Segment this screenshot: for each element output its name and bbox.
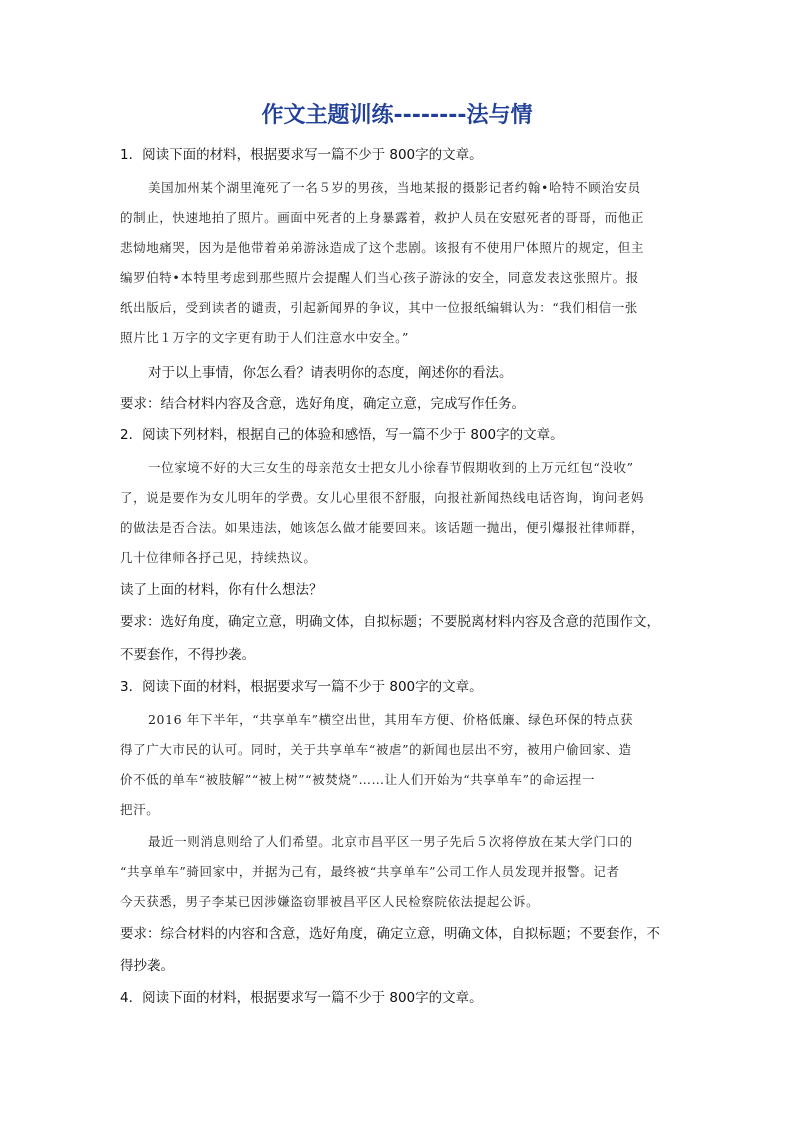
q3-requirement-cont: 得抄袭。 xyxy=(120,958,174,974)
q1-material-line: 的制止，快速地拍了照片。画面中死者的上身暴露着，救护人员在安慰死者的哥哥，而他正 xyxy=(120,210,645,225)
q3-material-line: 得了广大市民的认可。同时，关于共享单车“被虐”的新闻也层出不穷，被用户偷回家、造 xyxy=(120,742,632,757)
page-title: 作文主题训练--------法与情 xyxy=(261,103,533,128)
q2-material-line: 几十位律师各抒己见，持续热议。 xyxy=(120,550,317,565)
q2-material-line: 一位家境不好的大三女生的母亲范女士把女儿小徐春节假期收到的上万元红包“没收” xyxy=(148,460,634,475)
q1-material-line: 纸出版后，受到读者的谴责，引起新闻界的争议，其中一位报纸编辑认为：“我们相信一张 xyxy=(120,300,638,315)
q2-material-line: 了，说是要作为女儿明年的学费。女儿心里很不舒服，向报社新闻热线电话咨询，询问老妈 xyxy=(120,490,645,505)
q1-material-line: 照片比１万字的文字更有助于人们注意水中安全。” xyxy=(120,330,409,345)
q1-heading: 1．阅读下面的材料，根据要求写一篇不少于 800字的文章。 xyxy=(120,147,483,163)
q1-requirement: 要求：结合材料内容及含意，选好角度，确定立意，完成写作任务。 xyxy=(120,396,525,412)
q3-material-line: 价不低的单车“被肢解”“被上树”“被焚烧”……让人们开始为“共享单车”的命运捏一 xyxy=(120,772,596,787)
q1-prompt: 对于以上事情，你怎么看？请表明你的态度，阐述你的看法。 xyxy=(148,365,513,381)
q2-requirement-cont: 不要套作，不得抄袭。 xyxy=(120,647,255,663)
q3-material-line: 2016 年下半年，“共享单车”横空出世，其用车方便、价格低廉、绿色环保的特点获 xyxy=(148,712,634,727)
q1-material-line: 悲恸地痛哭，因为是他带着弟弟游泳造成了这个悲剧。该报有不使用尸体照片的规定，但主 xyxy=(120,240,645,255)
q2-material-line: 的做法是否合法。如果违法，她该怎么做才能要回来。该话题一抛出，便引爆报社律师群， xyxy=(120,520,645,535)
q4-heading: 4．阅读下面的材料，根据要求写一篇不少于 800字的文章。 xyxy=(120,990,483,1006)
q3-material-line: 最近一则消息则给了人们希望。北京市昌平区一男子先后５次将停放在某大学门口的 xyxy=(148,834,633,849)
q2-heading: 2．阅读下列材料，根据自己的体验和感悟，写一篇不少于 800字的文章。 xyxy=(120,427,564,443)
q3-heading: 3．阅读下面的材料，根据要求写一篇不少于 800字的文章。 xyxy=(120,679,483,695)
q1-material-line: 编罗伯特•本特里考虑到那些照片会提醒人们当心孩子游泳的安全，同意发表这张照片。报 xyxy=(120,270,639,285)
q3-material-line: “共享单车”骑回家中，并据为己有，最终被“共享单车”公司工作人员发现并报警。记者 xyxy=(120,864,620,879)
q3-material-line: 把汗。 xyxy=(120,802,160,817)
q3-material-line: 今天获悉，男子李某已因涉嫌盗窃罪被昌平区人民检察院依法提起公诉。 xyxy=(120,894,540,909)
q1-material-line: 美国加州某个湖里淹死了一名５岁的男孩，当地某报的摄影记者约翰•哈特不顾治安员 xyxy=(148,180,641,195)
q2-prompt: 读了上面的材料，你有什么想法？ xyxy=(120,582,323,598)
q3-requirement: 要求：综合材料的内容和含意，选好角度，确定立意，明确文体，自拟标题；不要套作，不 xyxy=(120,926,660,942)
q2-requirement: 要求：选好角度，确定立意，明确文体，自拟标题；不要脱离材料内容及含意的范围作文， xyxy=(120,614,660,630)
